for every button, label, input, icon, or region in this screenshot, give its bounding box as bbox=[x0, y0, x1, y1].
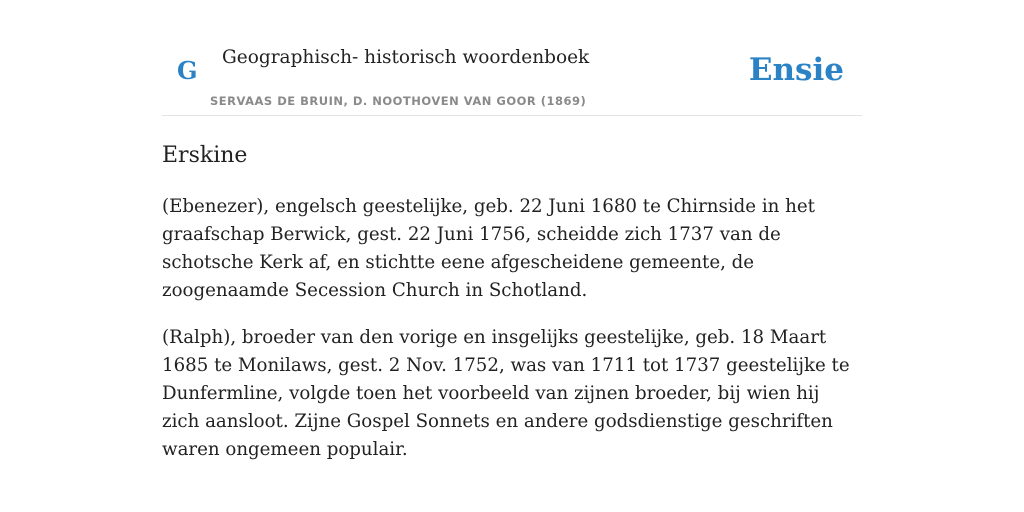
entry-paragraph-ralph: (Ralph), broeder van den vorige en insgelijks geestelijke, geb. 18 Maart 1685 te Monilaws, gest. 2 Nov. 1752, was van 1711 tot 1737 geestelijke te Dunfermline, volgde toen het voorbeeld van zijnen broeder, bij wien hij zich aansloot. Zijne Gospel Sonnets en andere godsdienstige geschriften waren ongemeen populair. bbox=[162, 327, 850, 460]
entry-paragraph-ebenezer: (Ebenezer), engelsch geestelijke, geb. 22 Juni 1680 te Chirnside in het graafschap Berwick, gest. 22 Juni 1756, scheidde zich 1737 van de schotsche Kerk af, en stichtte eene afgescheidene gemeente, de zoogenaamde Secession Church in Schotland. bbox=[162, 196, 815, 301]
book-letter-icon[interactable]: G bbox=[177, 56, 198, 85]
entry-title: Erskine bbox=[162, 143, 248, 168]
entry-page bbox=[162, 0, 862, 464]
book-author: SERVAAS DE BRUIN, D. NOOTHOVEN VAN GOOR (1869) bbox=[210, 94, 587, 108]
book-title-link[interactable]: Geographisch- historisch woordenboek bbox=[222, 47, 590, 68]
book-header bbox=[162, 0, 862, 116]
ensie-logo-link[interactable]: Ensie bbox=[748, 52, 844, 88]
